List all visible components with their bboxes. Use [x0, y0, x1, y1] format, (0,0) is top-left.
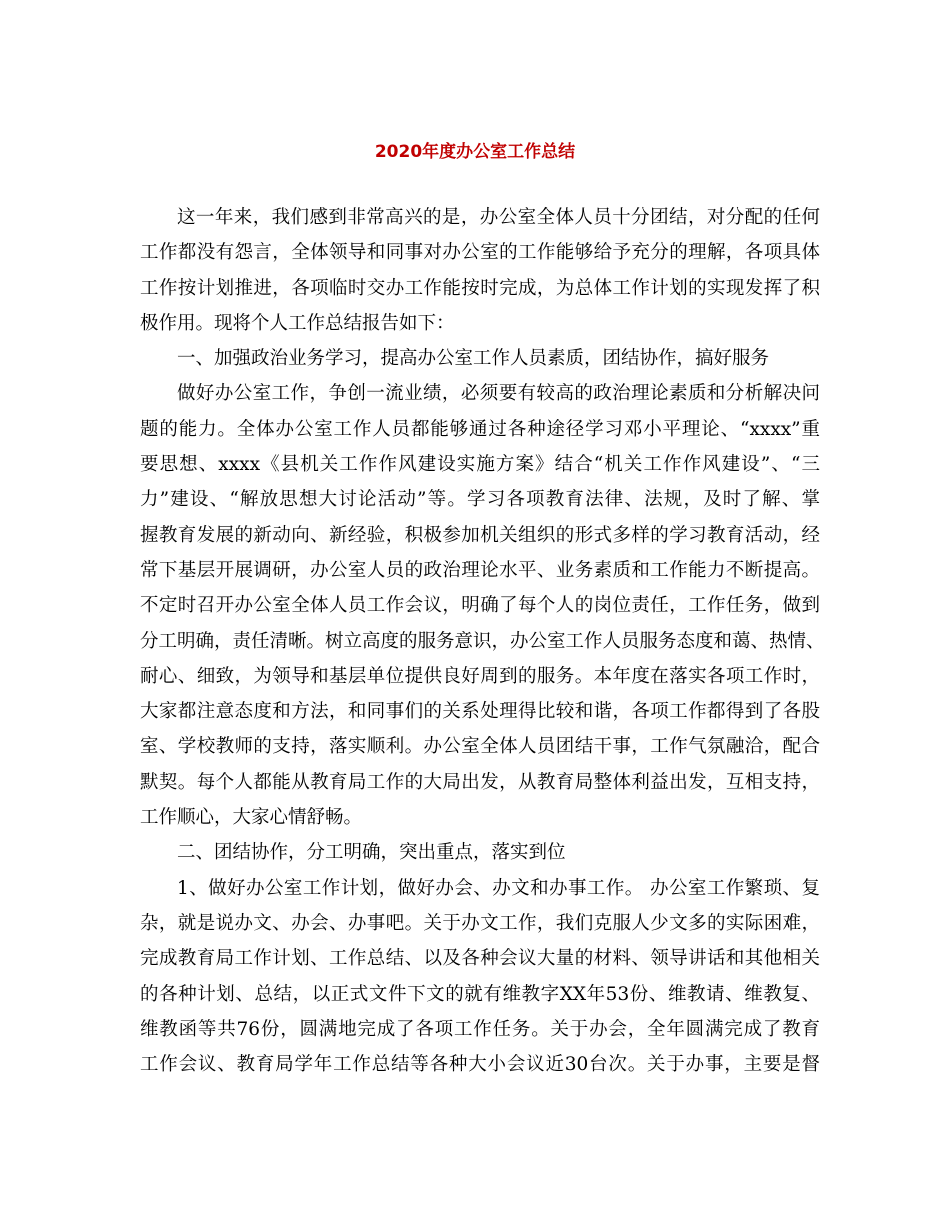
paragraph-line: 常下基层开展调研，办公室人员的政治理论水平、业务素质和工作能力不断提高。 — [140, 559, 820, 581]
paragraph-line: 杂，就是说办文、办会、办事吧。关于办文工作，我们克服人少文多的实际困难， — [140, 912, 820, 934]
paragraph-line: 二、团结协作，分工明确，突出重点，落实到位 — [177, 842, 566, 864]
paragraph-line: 要思想、xxxx《县机关工作作风建设实施方案》结合“机关工作作风建设”、“三 — [140, 454, 820, 476]
paragraph-line: 题的能力。全体办公室工作人员都能够通过各种途径学习邓小平理论、“xxxx”重 — [140, 418, 820, 440]
paragraph-line: 完成教育局工作计划、工作总结、以及各种会议大量的材料、领导讲话和其他相关 — [140, 948, 820, 970]
paragraph-line: 默契。每个人都能从教育局工作的大局出发，从教育局整体利益出发，互相支持， — [140, 771, 820, 793]
paragraph-line: 维教函等共76份，圆满地完成了各项工作任务。关于办会，全年圆满完成了教育 — [140, 1018, 820, 1040]
paragraph-line: 工作都没有怨言，全体领导和同事对办公室的工作能够给予充分的理解，各项具体 — [140, 242, 820, 264]
document-title: 2020年度办公室工作总结 — [374, 142, 576, 162]
paragraph-line: 不定时召开办公室全体人员工作会议，明确了每个人的岗位责任，工作任务，做到 — [140, 595, 820, 617]
paragraph-line: 一、加强政治业务学习，提高办公室工作人员素质，团结协作，搞好服务 — [177, 348, 770, 370]
paragraph-line: 室、学校教师的支持，落实顺利。办公室全体人员团结干事，工作气氛融洽，配合 — [140, 736, 820, 758]
paragraph-line: 的各种计划、总结，以正式文件下文的就有维教字XX年53份、维教请、维教复、 — [140, 983, 820, 1005]
paragraph-line: 分工明确，责任清晰。树立高度的服务意识，办公室工作人员服务态度和蔼、热情、 — [140, 630, 825, 652]
paragraph-line: 极作用。现将个人工作总结报告如下： — [140, 312, 455, 334]
paragraph-line: 1、做好办公室工作计划，做好办会、办文和办事工作。 办公室工作繁琐、复 — [177, 877, 820, 899]
paragraph-line: 力”建设、“解放思想大讨论活动”等。学习各项教育法律、法规，及时了解、掌 — [140, 489, 820, 511]
paragraph-line: 握教育发展的新动向、新经验，积极参加机关组织的形式多样的学习教育活动，经 — [140, 524, 820, 546]
paragraph-line: 工作会议、教育局学年工作总结等各种大小会议近30台次。关于办事，主要是督 — [140, 1054, 820, 1076]
paragraph-line: 工作按计划推进，各项临时交办工作能按时完成，为总体工作计划的实现发挥了积 — [140, 277, 820, 299]
paragraph-line: 这一年来，我们感到非常高兴的是，办公室全体人员十分团结，对分配的任何 — [177, 207, 820, 228]
document-body — [140, 200, 825, 1082]
paragraph-line: 做好办公室工作，争创一流业绩，必须要有较高的政治理论素质和分析解决问 — [177, 383, 820, 405]
paragraph-line: 耐心、细致，为领导和基层单位提供良好周到的服务。本年度在落实各项工作时， — [140, 665, 820, 687]
paragraph-line: 大家都注意态度和方法，和同事们的关系处理得比较和谐，各项工作都得到了各股 — [140, 701, 820, 723]
paragraph-line: 工作顺心，大家心情舒畅。 — [140, 807, 363, 829]
